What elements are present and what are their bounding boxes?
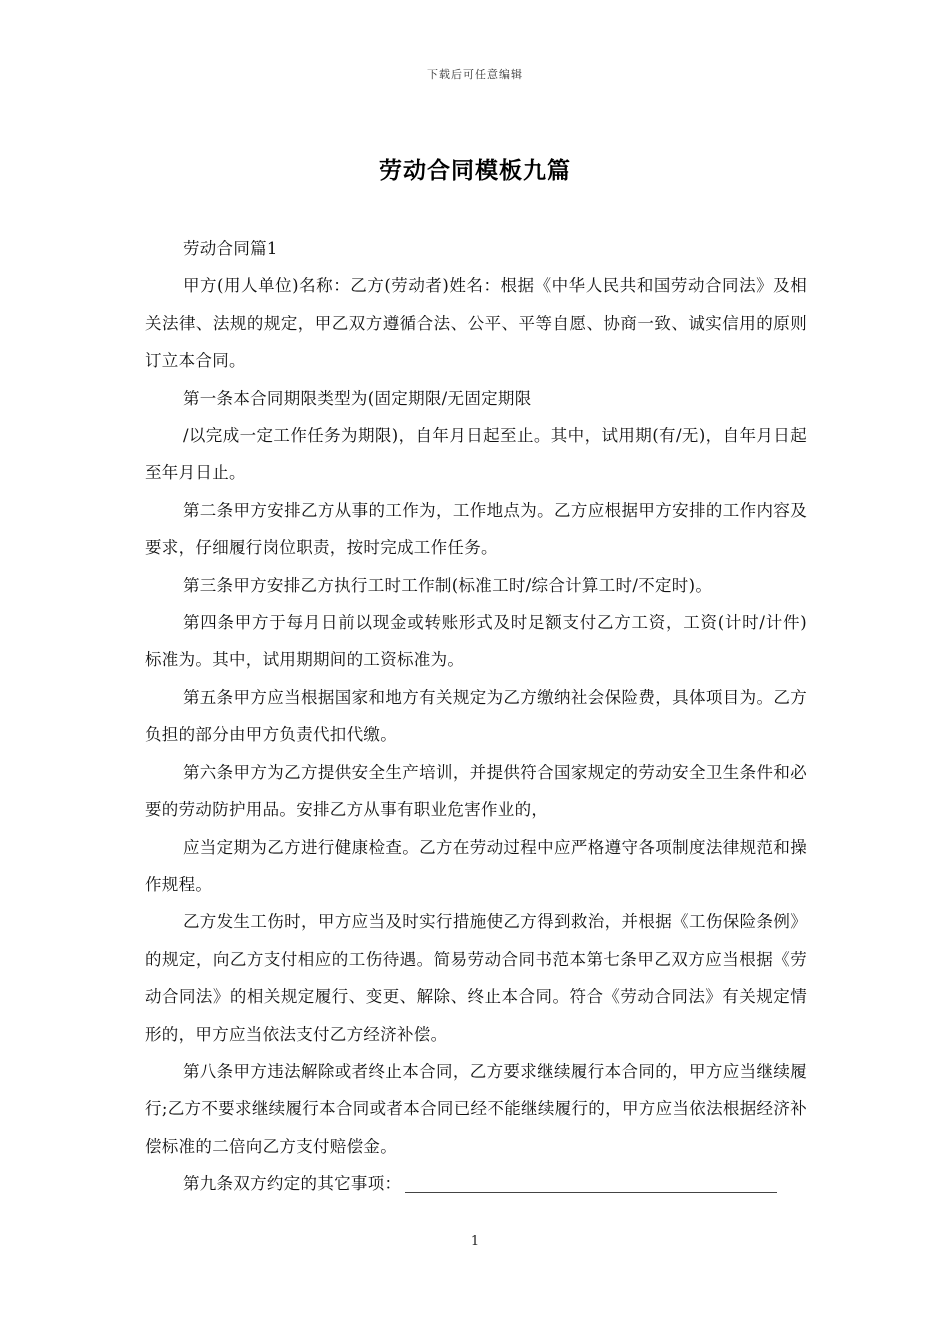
paragraph: 第五条甲方应当根据国家和地方有关规定为乙方缴纳社会保险费，具体项目为。乙方负担的部分由甲方负责代扣代缴。 (145, 687, 807, 745)
paragraph: 第四条甲方于每月日前以现金或转账形式及时足额支付乙方工资，工资(计时/计件)标准为。其中，试用期期间的工资标准为。 (145, 613, 807, 670)
paragraph: 第三条甲方安排乙方执行工时工作制(标准工时/综合计算工时/不定时)。 (182, 575, 713, 595)
paragraph-with-blank (145, 1165, 807, 1202)
paragraph: 应当定期为乙方进行健康检查。乙方在劳动过程中应严格遵守各项制度法律规范和操作规程。 (145, 837, 807, 894)
header-note: 下载后可任意编辑 (427, 68, 523, 81)
paragraph: /以完成一定工作任务为期限)，自年月日起至止。其中，试用期(有/无)，自年月日起至年月日止。 (145, 426, 807, 483)
paragraph: 甲方(用人单位)名称：乙方(劳动者)姓名：根据《中华人民共和国劳动合同法》及相关法律、法规的规定，甲乙双方遵循合法、公平、平等自愿、协商一致、诚实信用的原则订立本合同。 (145, 276, 807, 371)
paragraph: 第二条甲方安排乙方从事的工作为，工作地点为。乙方应根据甲方安排的工作内容及要求，仔细履行岗位职责，按时完成工作任务。 (145, 500, 807, 558)
fill-in-blank-line (405, 1191, 777, 1193)
paragraph: 第八条甲方违法解除或者终止本合同，乙方要求继续履行本合同的，甲方应当继续履行;乙方不要求继续履行本合同或者本合同已经不能继续履行的，甲方应当依法根据经济补偿标准的二倍向乙方支付赔偿金。 (145, 1061, 807, 1156)
document-body (145, 230, 807, 1203)
paragraph-text: 第九条双方约定的其它事项： (182, 1174, 402, 1194)
paragraph: 第一条本合同期限类型为(固定期限/无固定期限 (182, 388, 532, 408)
page-number: 1 (470, 1234, 480, 1249)
paragraph: 乙方发生工伤时，甲方应当及时实行措施使乙方得到救治，并根据《工伤保险条例》的规定，向乙方支付相应的工伤待遇。简易劳动合同书范本第七条甲乙双方应当根据《劳动合同法》的相关规定履行、变更、解除、终止本合同。符合《劳动合同法》有关规定情形的，甲方应当依法支付乙方经济补偿。 (145, 912, 807, 1044)
paragraph: 第六条甲方为乙方提供安全生产培训，并提供符合国家规定的劳动安全卫生条件和必要的劳动防护用品。安排乙方从事有职业危害作业的， (145, 762, 807, 820)
document-title: 劳动合同模板九篇 (379, 157, 571, 184)
section-heading: 劳动合同篇1 (182, 239, 278, 258)
